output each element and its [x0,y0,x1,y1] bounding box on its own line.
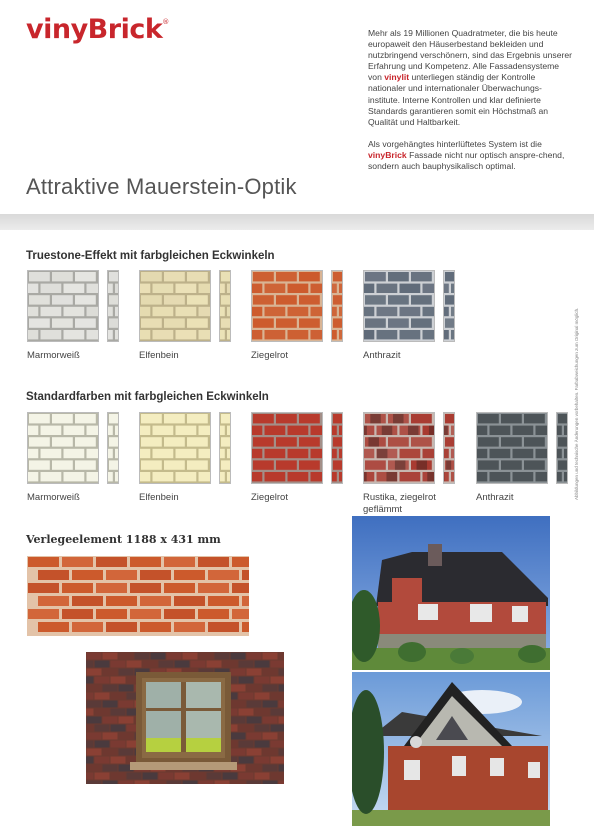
truestone-section-title: Truestone-Effekt mit farbgleichen Eckwinkeln [26,250,275,262]
truestone-swatch-3 [251,270,323,342]
house-photo-2 [352,672,550,826]
truestone-swatch-4 [363,270,435,342]
side-note: Abbildungen und technische Änderungen vorbehalten. Farbabweichungen zum Original möglich. [574,307,579,500]
standard-corner-4 [443,412,455,484]
standard-swatch-4 [363,412,435,484]
page-headline: Attraktive Mauerstein-Optik [26,174,297,199]
standard-label-3: Ziegelrot [251,492,288,503]
standard-label-4: Rustika, ziegelrot geflämmt [363,492,436,515]
standard-swatch-1 [27,412,99,484]
standard-label-5: Anthrazit [476,492,514,503]
truestone-swatch-1 [27,270,99,342]
standard-corner-2 [219,412,231,484]
house-photo-1 [352,516,550,670]
truestone-corner-3 [331,270,343,342]
intro-paragraph-1: Mehr als 19 Millionen Quadratmeter, die bis heute europaweit den Häuserbestand bekleiden und nutzbringend verschönern, sind das Ergebnis unserer Erfahrung und Kompetenz. Alle Fassadensysteme von vinylit unterliegen ständig der Kontrolle nationaler und internationaler Überwachungs-institute. Interne Kontrollen und klar definierte Standards garantieren somit ein Höchstmaß an Qualität und Haltbarkeit. [368,28,572,127]
truestone-label-3: Ziegelrot [251,350,288,361]
divider-band [0,214,594,230]
truestone-label-4: Anthrazit [363,350,401,361]
truestone-label-1: Marmorweiß [27,350,80,361]
intro-text [368,28,573,183]
standard-swatch-3 [251,412,323,484]
truestone-swatch-2 [139,270,211,342]
standard-section-title: Standardfarben mit farbgleichen Eckwinkeln [26,391,269,403]
standard-label-2: Elfenbein [139,492,179,503]
element-section-title: Verlegeelement 1188 x 431 mm [26,533,221,546]
standard-corner-5 [556,412,568,484]
intro-paragraph-2: Als vorgehängtes hinterlüftetes System ist die vinyBrick Fassade nicht nur optisch anspre-chend, sondern auch bauphysikalisch optimal. [368,138,565,172]
standard-swatch-2 [139,412,211,484]
truestone-corner-2 [219,270,231,342]
standard-swatch-5 [476,412,548,484]
truestone-label-2: Elfenbein [139,350,179,361]
panel-element-image [27,556,249,636]
standard-label-1: Marmorweiß [27,492,80,503]
truestone-corner-1 [107,270,119,342]
truestone-corner-4 [443,270,455,342]
window-photo [86,652,284,784]
standard-corner-3 [331,412,343,484]
brand-logo: vinyBrick® [26,14,169,45]
standard-corner-1 [107,412,119,484]
